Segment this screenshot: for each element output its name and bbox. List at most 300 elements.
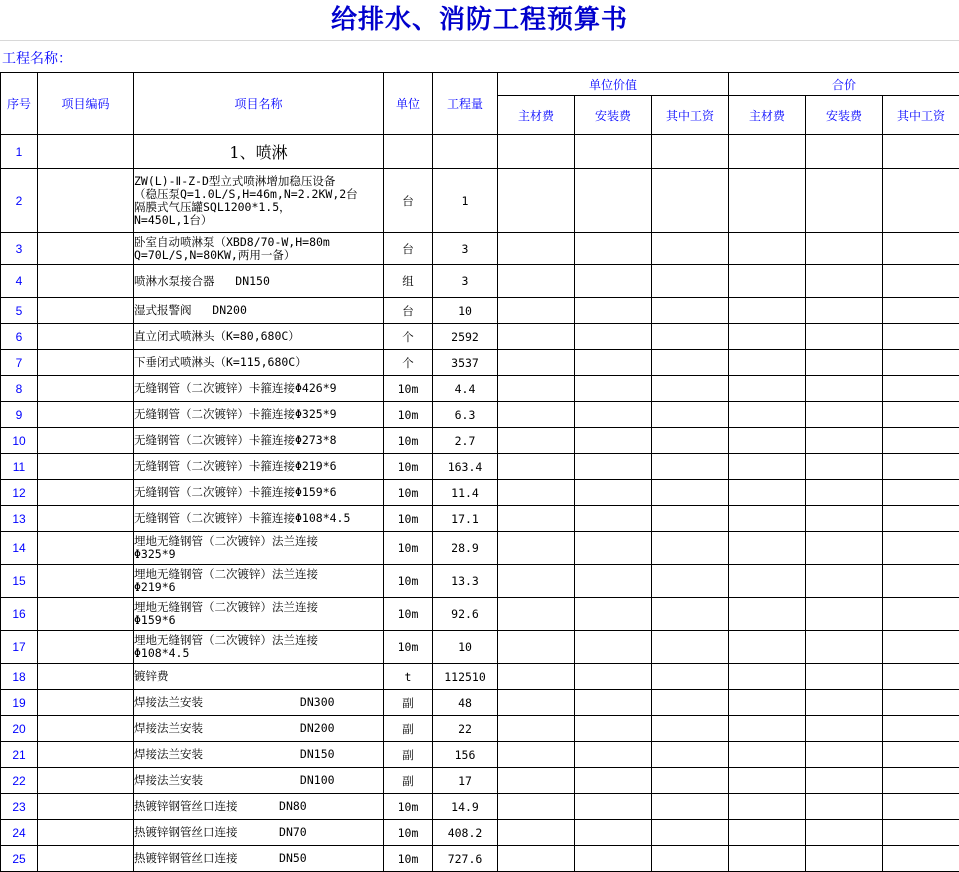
header-total-install: 安装费: [806, 96, 883, 135]
item-code-cell[interactable]: [38, 820, 134, 846]
item-code-cell[interactable]: [38, 233, 134, 265]
unit-cell[interactable]: 10m: [384, 794, 433, 820]
unit-main-material-cell[interactable]: [498, 846, 575, 872]
item-name-cell[interactable]: 焊接法兰安装 DN150: [134, 742, 384, 768]
item-code-cell[interactable]: [38, 506, 134, 532]
unit-install-cell[interactable]: [575, 532, 652, 565]
unit-main-material-cell[interactable]: [498, 794, 575, 820]
total-labor-cell[interactable]: [883, 794, 959, 820]
row-number[interactable]: 15: [1, 565, 38, 598]
total-install-cell[interactable]: [806, 402, 883, 428]
item-code-cell[interactable]: [38, 631, 134, 664]
header-qty: 工程量: [433, 73, 498, 135]
total-main-material-cell[interactable]: [729, 820, 806, 846]
total-install-cell[interactable]: [806, 428, 883, 454]
quantity-cell[interactable]: 112510: [433, 664, 498, 690]
table-row: [1, 265, 959, 298]
item-code-cell[interactable]: [38, 376, 134, 402]
unit-main-material-cell[interactable]: [498, 428, 575, 454]
unit-install-cell[interactable]: [575, 233, 652, 265]
quantity-cell[interactable]: 727.6: [433, 846, 498, 872]
unit-labor-cell[interactable]: [652, 716, 729, 742]
unit-cell[interactable]: [384, 135, 433, 169]
row-number[interactable]: 12: [1, 480, 38, 506]
total-install-cell[interactable]: [806, 233, 883, 265]
unit-cell[interactable]: 10m: [384, 565, 433, 598]
unit-main-material-cell[interactable]: [498, 742, 575, 768]
total-install-cell[interactable]: [806, 169, 883, 233]
row-number[interactable]: 10: [1, 428, 38, 454]
unit-cell[interactable]: 10m: [384, 428, 433, 454]
unit-main-material-cell[interactable]: [498, 324, 575, 350]
unit-install-cell[interactable]: [575, 820, 652, 846]
unit-cell[interactable]: 个: [384, 350, 433, 376]
total-install-cell[interactable]: [806, 820, 883, 846]
total-main-material-cell[interactable]: [729, 690, 806, 716]
quantity-cell[interactable]: 17.1: [433, 506, 498, 532]
quantity-cell[interactable]: 408.2: [433, 820, 498, 846]
unit-install-cell[interactable]: [575, 428, 652, 454]
unit-cell[interactable]: 10m: [384, 480, 433, 506]
item-code-cell[interactable]: [38, 480, 134, 506]
unit-install-cell[interactable]: [575, 298, 652, 324]
table-row: [1, 768, 959, 794]
item-code-cell[interactable]: [38, 532, 134, 565]
total-main-material-cell[interactable]: [729, 324, 806, 350]
total-install-cell[interactable]: [806, 454, 883, 480]
unit-labor-cell[interactable]: [652, 480, 729, 506]
item-name-cell[interactable]: ZW(L)-Ⅱ-Z-D型立式喷淋增加稳压设备 （稳压泵Q=1.0L/S,H=46m,N=2.2KW,2台 隔膜式气压罐SQL1200*1.5， N=450L,1台）: [134, 169, 384, 233]
row-number[interactable]: 20: [1, 716, 38, 742]
item-code-cell[interactable]: [38, 454, 134, 480]
quantity-cell[interactable]: 3: [433, 265, 498, 298]
total-install-cell[interactable]: [806, 350, 883, 376]
item-name-cell[interactable]: 焊接法兰安装 DN200: [134, 716, 384, 742]
total-install-cell[interactable]: [806, 480, 883, 506]
item-name-cell[interactable]: 埋地无缝钢管（二次镀锌）法兰连接 Φ159*6: [134, 598, 384, 631]
row-number[interactable]: 17: [1, 631, 38, 664]
total-labor-cell[interactable]: [883, 350, 959, 376]
unit-labor-cell[interactable]: [652, 169, 729, 233]
header-name: 项目名称: [134, 73, 384, 135]
total-labor-cell[interactable]: [883, 265, 959, 298]
row-number[interactable]: 18: [1, 664, 38, 690]
unit-main-material-cell[interactable]: [498, 716, 575, 742]
item-code-cell[interactable]: [38, 794, 134, 820]
item-code-cell[interactable]: [38, 169, 134, 233]
total-main-material-cell[interactable]: [729, 480, 806, 506]
item-code-cell[interactable]: [38, 565, 134, 598]
total-labor-cell[interactable]: [883, 480, 959, 506]
quantity-cell[interactable]: 2592: [433, 324, 498, 350]
item-code-cell[interactable]: [38, 135, 134, 169]
row-number[interactable]: 22: [1, 768, 38, 794]
total-labor-cell[interactable]: [883, 428, 959, 454]
unit-main-material-cell[interactable]: [498, 265, 575, 298]
header-seq: 序号: [1, 73, 38, 135]
quantity-cell[interactable]: 11.4: [433, 480, 498, 506]
unit-install-cell[interactable]: [575, 846, 652, 872]
unit-cell[interactable]: 副: [384, 716, 433, 742]
total-main-material-cell[interactable]: [729, 565, 806, 598]
unit-main-material-cell[interactable]: [498, 454, 575, 480]
row-number[interactable]: 9: [1, 402, 38, 428]
unit-cell[interactable]: 10m: [384, 598, 433, 631]
unit-install-cell[interactable]: [575, 565, 652, 598]
total-main-material-cell[interactable]: [729, 532, 806, 565]
total-install-cell[interactable]: [806, 265, 883, 298]
quantity-cell[interactable]: 2.7: [433, 428, 498, 454]
table-row: [1, 532, 959, 565]
unit-cell[interactable]: 10m: [384, 532, 433, 565]
item-code-cell[interactable]: [38, 402, 134, 428]
total-install-cell[interactable]: [806, 690, 883, 716]
table-row: [1, 664, 959, 690]
row-number[interactable]: 3: [1, 233, 38, 265]
row-number[interactable]: 14: [1, 532, 38, 565]
total-labor-cell[interactable]: [883, 532, 959, 565]
quantity-cell[interactable]: 4.4: [433, 376, 498, 402]
item-name-cell[interactable]: 焊接法兰安装 DN300: [134, 690, 384, 716]
total-install-cell[interactable]: [806, 135, 883, 169]
row-number[interactable]: 7: [1, 350, 38, 376]
unit-install-cell[interactable]: [575, 506, 652, 532]
item-code-cell[interactable]: [38, 298, 134, 324]
unit-main-material-cell[interactable]: [498, 402, 575, 428]
table-row: [1, 631, 959, 664]
unit-labor-cell[interactable]: [652, 742, 729, 768]
unit-cell[interactable]: 台: [384, 233, 433, 265]
total-install-cell[interactable]: [806, 768, 883, 794]
total-main-material-cell[interactable]: [729, 631, 806, 664]
total-install-cell[interactable]: [806, 598, 883, 631]
total-main-material-cell[interactable]: [729, 664, 806, 690]
unit-cell[interactable]: 台: [384, 169, 433, 233]
total-labor-cell[interactable]: [883, 716, 959, 742]
item-name-cell[interactable]: 镀锌费: [134, 664, 384, 690]
unit-labor-cell[interactable]: [652, 135, 729, 169]
unit-cell[interactable]: 10m: [384, 846, 433, 872]
total-labor-cell[interactable]: [883, 565, 959, 598]
row-number[interactable]: 1: [1, 135, 38, 169]
table-row: [1, 428, 959, 454]
unit-labor-cell[interactable]: [652, 768, 729, 794]
unit-labor-cell[interactable]: [652, 532, 729, 565]
unit-install-cell[interactable]: [575, 350, 652, 376]
quantity-cell[interactable]: 92.6: [433, 598, 498, 631]
total-install-cell[interactable]: [806, 298, 883, 324]
unit-install-cell[interactable]: [575, 376, 652, 402]
unit-labor-cell[interactable]: [652, 454, 729, 480]
quantity-cell[interactable]: 3537: [433, 350, 498, 376]
unit-cell[interactable]: 副: [384, 742, 433, 768]
unit-install-cell[interactable]: [575, 768, 652, 794]
item-name-cell[interactable]: 无缝钢管（二次镀锌）卡箍连接Φ219*6: [134, 454, 384, 480]
row-number[interactable]: 24: [1, 820, 38, 846]
total-main-material-cell[interactable]: [729, 376, 806, 402]
header-unit: 单位: [384, 73, 433, 135]
item-name-cell[interactable]: 热镀锌钢管丝口连接 DN50: [134, 846, 384, 872]
quantity-cell[interactable]: 156: [433, 742, 498, 768]
total-install-cell[interactable]: [806, 506, 883, 532]
unit-install-cell[interactable]: [575, 324, 652, 350]
total-main-material-cell[interactable]: [729, 506, 806, 532]
total-install-cell[interactable]: [806, 794, 883, 820]
total-install-cell[interactable]: [806, 324, 883, 350]
total-install-cell[interactable]: [806, 376, 883, 402]
total-labor-cell[interactable]: [883, 506, 959, 532]
total-labor-cell[interactable]: [883, 454, 959, 480]
total-main-material-cell[interactable]: [729, 716, 806, 742]
unit-main-material-cell[interactable]: [498, 532, 575, 565]
item-code-cell[interactable]: [38, 716, 134, 742]
total-main-material-cell[interactable]: [729, 454, 806, 480]
item-name-cell[interactable]: 埋地无缝钢管（二次镀锌）法兰连接 Φ325*9: [134, 532, 384, 565]
unit-cell[interactable]: 个: [384, 324, 433, 350]
header-total-main-material: 主材费: [729, 96, 806, 135]
total-labor-cell[interactable]: [883, 846, 959, 872]
total-labor-cell[interactable]: [883, 298, 959, 324]
unit-main-material-cell[interactable]: [498, 690, 575, 716]
table-row: [1, 454, 959, 480]
row-number[interactable]: 13: [1, 506, 38, 532]
unit-main-material-cell[interactable]: [498, 376, 575, 402]
table-row: [1, 298, 959, 324]
unit-install-cell[interactable]: [575, 454, 652, 480]
unit-install-cell[interactable]: [575, 716, 652, 742]
unit-install-cell[interactable]: [575, 265, 652, 298]
row-number[interactable]: 11: [1, 454, 38, 480]
header-unit-install: 安装费: [575, 96, 652, 135]
total-main-material-cell[interactable]: [729, 402, 806, 428]
total-labor-cell[interactable]: [883, 233, 959, 265]
unit-install-cell[interactable]: [575, 169, 652, 233]
quantity-cell[interactable]: 22: [433, 716, 498, 742]
total-install-cell[interactable]: [806, 742, 883, 768]
unit-main-material-cell[interactable]: [498, 820, 575, 846]
total-labor-cell[interactable]: [883, 324, 959, 350]
unit-install-cell[interactable]: [575, 402, 652, 428]
unit-cell[interactable]: 10m: [384, 506, 433, 532]
table-row: [1, 506, 959, 532]
total-install-cell[interactable]: [806, 716, 883, 742]
item-name-cell[interactable]: 无缝钢管（二次镀锌）卡箍连接Φ325*9: [134, 402, 384, 428]
unit-main-material-cell[interactable]: [498, 768, 575, 794]
row-number[interactable]: 19: [1, 690, 38, 716]
total-labor-cell[interactable]: [883, 664, 959, 690]
quantity-cell[interactable]: [433, 135, 498, 169]
unit-install-cell[interactable]: [575, 631, 652, 664]
total-main-material-cell[interactable]: [729, 598, 806, 631]
total-labor-cell[interactable]: [883, 402, 959, 428]
quantity-cell[interactable]: 10: [433, 631, 498, 664]
table-row: [1, 480, 959, 506]
unit-install-cell[interactable]: [575, 480, 652, 506]
item-code-cell[interactable]: [38, 324, 134, 350]
item-name-cell[interactable]: 无缝钢管（二次镀锌）卡箍连接Φ426*9: [134, 376, 384, 402]
unit-main-material-cell[interactable]: [498, 135, 575, 169]
unit-labor-cell[interactable]: [652, 506, 729, 532]
unit-main-material-cell[interactable]: [498, 233, 575, 265]
quantity-cell[interactable]: 17: [433, 768, 498, 794]
row-number[interactable]: 21: [1, 742, 38, 768]
item-code-cell[interactable]: [38, 664, 134, 690]
total-main-material-cell[interactable]: [729, 233, 806, 265]
section-title[interactable]: 1、喷淋: [134, 135, 384, 169]
unit-install-cell[interactable]: [575, 794, 652, 820]
unit-labor-cell[interactable]: [652, 402, 729, 428]
total-install-cell[interactable]: [806, 532, 883, 565]
item-name-cell[interactable]: 直立闭式喷淋头（K=80,680C）: [134, 324, 384, 350]
total-main-material-cell[interactable]: [729, 350, 806, 376]
item-name-cell[interactable]: 无缝钢管（二次镀锌）卡箍连接Φ108*4.5: [134, 506, 384, 532]
quantity-cell[interactable]: 13.3: [433, 565, 498, 598]
item-name-cell[interactable]: 下垂闭式喷淋头（K=115,680C）: [134, 350, 384, 376]
quantity-cell[interactable]: 10: [433, 298, 498, 324]
item-code-cell[interactable]: [38, 265, 134, 298]
table-row: [1, 565, 959, 598]
unit-labor-cell[interactable]: [652, 690, 729, 716]
unit-labor-cell[interactable]: [652, 565, 729, 598]
total-labor-cell[interactable]: [883, 169, 959, 233]
unit-cell[interactable]: 副: [384, 768, 433, 794]
unit-labor-cell[interactable]: [652, 298, 729, 324]
unit-cell[interactable]: 10m: [384, 820, 433, 846]
row-number[interactable]: 2: [1, 169, 38, 233]
total-main-material-cell[interactable]: [729, 794, 806, 820]
total-labor-cell[interactable]: [883, 135, 959, 169]
total-main-material-cell[interactable]: [729, 135, 806, 169]
item-name-cell[interactable]: 热镀锌钢管丝口连接 DN70: [134, 820, 384, 846]
total-main-material-cell[interactable]: [729, 742, 806, 768]
row-number[interactable]: 5: [1, 298, 38, 324]
total-install-cell[interactable]: [806, 631, 883, 664]
header-unit-labor: 其中工资: [652, 96, 729, 135]
unit-labor-cell[interactable]: [652, 324, 729, 350]
unit-main-material-cell[interactable]: [498, 480, 575, 506]
project-name-label: 工程名称：: [2, 48, 72, 68]
unit-install-cell[interactable]: [575, 690, 652, 716]
unit-labor-cell[interactable]: [652, 428, 729, 454]
item-name-cell[interactable]: 无缝钢管（二次镀锌）卡箍连接Φ273*8: [134, 428, 384, 454]
item-name-cell[interactable]: 卧室自动喷淋泵（XBD8/70-W,H=80m Q=70L/S,N=80KW,两用一备）: [134, 233, 384, 265]
quantity-cell[interactable]: 163.4: [433, 454, 498, 480]
item-name-cell[interactable]: 湿式报警阀 DN200: [134, 298, 384, 324]
unit-labor-cell[interactable]: [652, 820, 729, 846]
unit-install-cell[interactable]: [575, 135, 652, 169]
table-row: [1, 324, 959, 350]
unit-cell[interactable]: 组: [384, 265, 433, 298]
total-labor-cell[interactable]: [883, 820, 959, 846]
unit-cell[interactable]: 10m: [384, 376, 433, 402]
unit-labor-cell[interactable]: [652, 846, 729, 872]
total-main-material-cell[interactable]: [729, 768, 806, 794]
unit-cell[interactable]: t: [384, 664, 433, 690]
unit-labor-cell[interactable]: [652, 233, 729, 265]
project-name-row: [0, 40, 959, 71]
total-labor-cell[interactable]: [883, 768, 959, 794]
item-code-cell[interactable]: [38, 768, 134, 794]
unit-cell[interactable]: 副: [384, 690, 433, 716]
item-name-cell[interactable]: 埋地无缝钢管（二次镀锌）法兰连接 Φ108*4.5: [134, 631, 384, 664]
unit-labor-cell[interactable]: [652, 664, 729, 690]
unit-labor-cell[interactable]: [652, 350, 729, 376]
total-main-material-cell[interactable]: [729, 428, 806, 454]
item-name-cell[interactable]: 无缝钢管（二次镀锌）卡箍连接Φ159*6: [134, 480, 384, 506]
total-labor-cell[interactable]: [883, 376, 959, 402]
row-number[interactable]: 25: [1, 846, 38, 872]
table-row: [1, 820, 959, 846]
unit-install-cell[interactable]: [575, 598, 652, 631]
unit-labor-cell[interactable]: [652, 598, 729, 631]
unit-labor-cell[interactable]: [652, 794, 729, 820]
unit-main-material-cell[interactable]: [498, 350, 575, 376]
row-number[interactable]: 6: [1, 324, 38, 350]
quantity-cell[interactable]: 28.9: [433, 532, 498, 565]
row-number[interactable]: 23: [1, 794, 38, 820]
total-labor-cell[interactable]: [883, 598, 959, 631]
unit-main-material-cell[interactable]: [498, 598, 575, 631]
total-main-material-cell[interactable]: [729, 265, 806, 298]
total-install-cell[interactable]: [806, 664, 883, 690]
header-unit-price-group: 单位价值: [498, 73, 729, 96]
item-code-cell[interactable]: [38, 742, 134, 768]
unit-cell[interactable]: 台: [384, 298, 433, 324]
row-number[interactable]: 4: [1, 265, 38, 298]
total-labor-cell[interactable]: [883, 690, 959, 716]
item-name-cell[interactable]: 焊接法兰安装 DN100: [134, 768, 384, 794]
item-code-cell[interactable]: [38, 598, 134, 631]
item-code-cell[interactable]: [38, 690, 134, 716]
unit-main-material-cell[interactable]: [498, 298, 575, 324]
quantity-cell[interactable]: 1: [433, 169, 498, 233]
item-name-cell[interactable]: 喷淋水泵接合器 DN150: [134, 265, 384, 298]
quantity-cell[interactable]: 3: [433, 233, 498, 265]
row-number[interactable]: 8: [1, 376, 38, 402]
total-labor-cell[interactable]: [883, 742, 959, 768]
total-labor-cell[interactable]: [883, 631, 959, 664]
unit-cell[interactable]: 10m: [384, 402, 433, 428]
unit-install-cell[interactable]: [575, 664, 652, 690]
total-main-material-cell[interactable]: [729, 169, 806, 233]
row-number[interactable]: 16: [1, 598, 38, 631]
total-main-material-cell[interactable]: [729, 846, 806, 872]
total-install-cell[interactable]: [806, 565, 883, 598]
quantity-cell[interactable]: 14.9: [433, 794, 498, 820]
unit-cell[interactable]: 10m: [384, 631, 433, 664]
total-install-cell[interactable]: [806, 846, 883, 872]
unit-labor-cell[interactable]: [652, 265, 729, 298]
unit-main-material-cell[interactable]: [498, 506, 575, 532]
item-name-cell[interactable]: 热镀锌钢管丝口连接 DN80: [134, 794, 384, 820]
item-name-cell[interactable]: 埋地无缝钢管（二次镀锌）法兰连接 Φ219*6: [134, 565, 384, 598]
unit-labor-cell[interactable]: [652, 631, 729, 664]
quantity-cell[interactable]: 48: [433, 690, 498, 716]
item-code-cell[interactable]: [38, 350, 134, 376]
unit-cell[interactable]: 10m: [384, 454, 433, 480]
unit-main-material-cell[interactable]: [498, 565, 575, 598]
total-main-material-cell[interactable]: [729, 298, 806, 324]
table-row: [1, 135, 959, 169]
quantity-cell[interactable]: 6.3: [433, 402, 498, 428]
unit-main-material-cell[interactable]: [498, 631, 575, 664]
unit-labor-cell[interactable]: [652, 376, 729, 402]
unit-main-material-cell[interactable]: [498, 169, 575, 233]
item-code-cell[interactable]: [38, 428, 134, 454]
item-code-cell[interactable]: [38, 846, 134, 872]
unit-main-material-cell[interactable]: [498, 664, 575, 690]
unit-install-cell[interactable]: [575, 742, 652, 768]
